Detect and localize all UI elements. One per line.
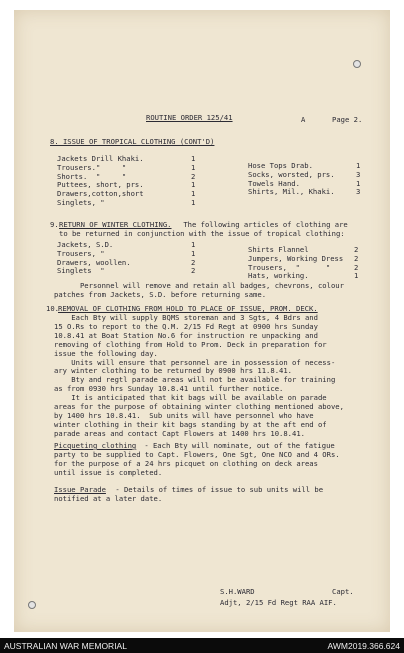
- clothing-item: Shirts Flannel: [248, 245, 309, 254]
- section-10-text: 10.8.41 at Boat Station No.6 for instruction re unpacking and: [54, 330, 318, 340]
- clothing-item: Socks, worsted, prs.: [248, 169, 335, 179]
- footer-accession: AWM2019.366.624: [327, 640, 400, 651]
- section-9-text: patches from Jackets, S.D. before returning same.: [54, 290, 267, 299]
- signature-appointment: Adjt, 2/15 Fd Regt RAA AIF.: [220, 598, 337, 607]
- clothing-qty: 2: [191, 171, 196, 181]
- section-10-text: 15 O.Rs to report to the Q.M. 2/15 Fd Regt at 0900 hrs Sunday: [54, 321, 318, 331]
- section-10-text: Bty and regtl parade areas will not be available for training: [54, 375, 336, 385]
- clothing-item: Trousers, " ": [248, 262, 331, 272]
- clothing-item: Jackets, S.D.: [57, 240, 114, 249]
- clothing-item: Drawers,cotton,short: [57, 189, 144, 199]
- clothing-qty: 2: [354, 245, 359, 254]
- section-10-text: areas for the purpose of obtaining winter clothing mentioned above,: [54, 402, 344, 411]
- section-10-text: It is anticipated that kit bags will be available on parade: [54, 393, 327, 403]
- clothing-qty: 1: [356, 178, 361, 188]
- section-10-text: winter clothing in their kit bags standing by at the aft end of: [54, 419, 327, 429]
- staple-hole: [28, 601, 36, 609]
- signature-name: S.H.WARD: [220, 587, 255, 596]
- section-10-text: as from 0930 hrs Sunday 10.8.41 until further notice.: [54, 384, 284, 394]
- clothing-item: Puttees, short, prs.: [57, 180, 144, 190]
- section-9-text: Personnel will remove and retain all badges, chevrons, colour: [54, 281, 344, 290]
- clothing-item: Shorts. " ": [57, 171, 127, 181]
- picquet-text: - Each Bty will nominate, out of the fatigue: [140, 441, 335, 450]
- clothing-item: Drawers, woollen.: [57, 257, 131, 267]
- issue-parade-text: - Details of times of issue to sub units will be: [111, 485, 324, 494]
- section-10-number: 10.: [46, 304, 59, 313]
- document-page: [14, 10, 390, 632]
- clothing-qty: 2: [191, 257, 196, 267]
- clothing-qty: 2: [354, 253, 359, 263]
- footer-institution: AUSTRALIAN WAR MEMORIAL: [4, 640, 127, 651]
- section-10-text: Each Bty will supply BQMS storeman and 3 Sgts, 4 Bdrs and: [54, 313, 318, 322]
- clothing-qty: 1: [356, 161, 361, 170]
- clothing-item: Hats, working.: [248, 271, 309, 281]
- clothing-qty: 3: [356, 169, 361, 179]
- order-title: ROUTINE ORDER 125/41: [146, 113, 233, 122]
- clothing-qty: 1: [191, 198, 196, 207]
- clothing-item: Singlets ": [57, 266, 105, 276]
- section-10-text: issue the following day.: [54, 348, 158, 358]
- footer-bar: [0, 638, 404, 653]
- section-9-number: 9.: [50, 220, 59, 229]
- clothing-qty: 1: [191, 189, 196, 199]
- section-10-text: Units will ensure that personnel are in possession of necess-: [54, 357, 336, 367]
- clothing-qty: 1: [354, 271, 359, 281]
- clothing-item: Trousers, ": [57, 248, 105, 258]
- clothing-qty: 3: [356, 187, 361, 197]
- section-8-heading: 8. ISSUE OF TROPICAL CLOTHING (CONT'D): [50, 137, 215, 146]
- clothing-item: Trousers." ": [57, 162, 127, 172]
- clothing-qty: 1: [191, 180, 196, 190]
- section-9-text: to be returned in conjunction with the issue of tropical clothing:: [59, 229, 345, 238]
- page-mark: A: [301, 115, 306, 124]
- issue-parade-heading: Issue Parade: [54, 485, 106, 494]
- clothing-item: Jackets Drill Khaki.: [57, 154, 144, 163]
- section-10-text: removing of clothing from Hold to Prom. Deck in preparation for: [54, 339, 327, 349]
- issue-parade-text: notified at a later date.: [54, 493, 163, 503]
- section-9-text: The following articles of clothing are: [179, 220, 348, 229]
- clothing-item: Hose Tops Drab.: [248, 161, 313, 170]
- signature-rank: Capt.: [332, 587, 354, 596]
- clothing-qty: 1: [191, 240, 196, 249]
- clothing-item: Shirts, Mil., Khaki.: [248, 187, 335, 197]
- clothing-item: Towels Hand.: [248, 178, 300, 188]
- picquet-heading: Picqueting clothing: [54, 441, 137, 450]
- section-10-text: parade areas and contact Capt Flowers at 1400 hrs 10.8.41.: [54, 428, 305, 438]
- clothing-qty: 1: [191, 162, 196, 172]
- clothing-qty: 1: [191, 248, 196, 258]
- picquet-text: until issue is completed.: [54, 467, 163, 477]
- page-number: Page 2.: [332, 115, 363, 124]
- clothing-qty: 2: [354, 262, 359, 272]
- picquet-text: party to be supplied to Capt. Flowers, One Sgt, One NCO and 4 ORs.: [54, 449, 340, 459]
- section-10-heading: REMOVAL OF CLOTHING FROM HOLD TO PLACE OF ISSUE, PROM. DECK.: [58, 304, 318, 313]
- clothing-qty: 1: [191, 154, 196, 163]
- section-10-text: ary winter clothing to be returned by 0900 hrs 11.8.41.: [54, 366, 292, 376]
- staple-hole: [353, 60, 361, 68]
- section-10-text: by 1400 hrs 10.8.41. Sub units will have personnel who have: [54, 410, 314, 420]
- section-9-heading: RETURN OF WINTER CLOTHING.: [59, 220, 172, 229]
- clothing-item: Jumpers, Working Dress: [248, 253, 344, 263]
- clothing-qty: 2: [191, 266, 196, 276]
- clothing-item: Singlets, ": [57, 198, 105, 207]
- picquet-text: for the purpose of a 24 hrs picquet on clothing on deck areas: [54, 458, 318, 468]
